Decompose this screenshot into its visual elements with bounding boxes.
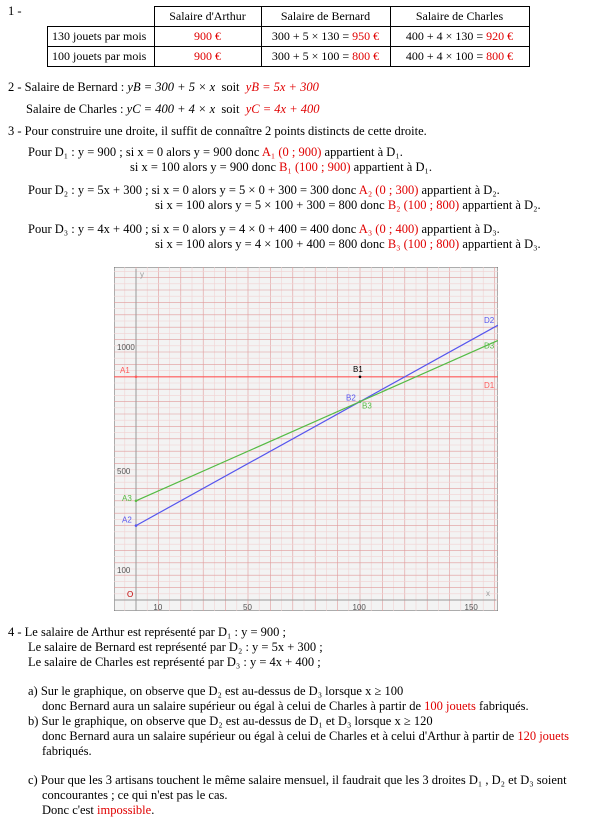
charles-calc: 400 + 4 × 100 = [405,49,487,63]
point-label-b3: B3 [362,401,372,411]
q4-a-line-1: a) Sur le graphique, on observe que D₂ est au-dessus de D₃ lorsque x ≥ 100 [28,684,404,698]
y-tick-label: 100 [117,566,131,576]
q2-line-charles [26,102,320,117]
bernard-value: 800 € [352,49,380,63]
y-tick-label: 500 [117,467,131,476]
q2-charles-result: yC = 4x + 400 [245,102,320,116]
header-arthur: Salaire d'Arthur [154,7,261,27]
q3-d3-line-a: Pour D₃ : y = 4x + 400 ; si x = 0 alors y = 4 × 0 + 400 = 400 donc A₃ (0 ; 400) appartient à D₃. [28,222,500,236]
q2-bernard-result: yB = 5x + 300 [245,80,319,94]
q3-d3-line-b: si x = 100 alors y = 4 × 100 + 400 = 800 donc B₃ (100 ; 800) appartient à D₃. [155,237,541,251]
point-b3 [359,400,362,403]
point-label-b1: B1 [353,364,363,374]
point-label-a3: A3 [122,493,132,503]
q4-b-line-3: fabriqués. [42,744,92,758]
point-a1 [135,376,138,379]
q2-bernard-label: 2 - Salaire de Bernard : [8,80,128,94]
q2-soit: soit [215,102,246,116]
q2-line-bernard [8,80,319,95]
point-label-a2: A2 [122,515,132,525]
q4-c-line-2: concourantes ; ce qui n'est pas le cas. [42,788,228,802]
charles-value: 800 € [486,49,514,63]
x-tick-label: 150 [464,603,478,611]
salary-table [47,6,530,67]
charles-cell [390,47,529,67]
arthur-value: 900 € [154,27,261,47]
header-charles: Salaire de Charles [390,7,529,27]
y-axis-label: y [140,270,144,279]
q3-d1-line-b: si x = 100 alors y = 900 donc B₁ (100 ; 900) appartient à D₁. [130,160,432,174]
x-tick-label: 100 [352,603,366,611]
q3-d2-line-b: si x = 100 alors y = 5 × 100 + 300 = 800 donc B₂ (100 ; 800) appartient à D₂. [155,198,541,212]
charles-calc: 400 + 4 × 130 = [405,29,487,43]
line-label-d2: D2 [484,316,495,326]
q1-number: 1 - [8,4,22,18]
point-label-a1: A1 [120,365,130,375]
table-row [48,47,530,67]
q4-b-line-1: b) Sur le graphique, on observe que D₂ est au-dessus de D₁ et D₃ lorsque x ≥ 120 [28,714,433,728]
line-label-d1: D1 [484,380,495,390]
q3-d1-line-a: Pour D₁ : y = 900 ; si x = 0 alors y = 900 donc A₁ (0 ; 900) appartient à D₁. [28,145,403,159]
q2-charles-formula: yC = 400 + 4 × x [126,102,216,116]
charles-cell [390,27,529,47]
line-label-d3: D3 [484,341,495,351]
table-row [48,27,530,47]
point-a3 [135,500,138,503]
bernard-calc: 300 + 5 × 130 = [271,29,353,43]
point-label-b2: B2 [346,393,356,403]
bernard-calc: 300 + 5 × 100 = [271,49,353,63]
empty-corner-cell [48,7,155,27]
bernard-cell [261,27,390,47]
q4-c-line-1: c) Pour que les 3 artisans touchent le même salaire mensuel, il faudrait que les 3 droites D₁ , D₂ et D₃ soient [28,773,567,787]
q4-c-line-3: Donc c'est impossible. [42,803,155,817]
header-bernard: Salaire de Bernard [261,7,390,27]
q4-b-line-2: donc Bernard aura un salaire supérieur ou égal à celui de Charles et à celui d'Arthur à partir de 120 jouets [42,729,570,743]
q3-d2-line-a: Pour D₂ : y = 5x + 300 ; si x = 0 alors y = 5 × 0 + 300 = 300 donc A₂ (0 ; 300) appartient à D₂. [28,183,500,197]
q2-bernard-formula: yB = 300 + 5 × x [127,80,216,94]
x-axis-label: x [486,589,490,598]
q3-intro: 3 - Pour construire une droite, il suffit de connaître 2 points distincts de cette droite. [8,124,427,138]
origin-label: O [127,590,134,599]
y-tick-label: 1000 [117,343,135,352]
q2-charles-label: Salaire de Charles : [26,102,127,116]
q2-soit: soit [215,80,246,94]
salary-graph [114,267,498,611]
x-tick-label: 10 [153,603,163,611]
q4-line-3: Le salaire de Charles est représenté par D₃ : y = 4x + 400 ; [28,655,321,669]
x-tick-label: 50 [243,603,252,611]
q4-a-line-2: donc Bernard aura un salaire supérieur ou égal à celui de Charles à partir de 100 jouets fabriqués. [42,699,529,713]
q4-line-2: Le salaire de Bernard est représenté par D₂ : y = 5x + 300 ; [28,640,323,654]
bernard-value: 950 € [352,29,380,43]
table-header-row [48,7,530,27]
row-label: 130 jouets par mois [48,27,155,47]
arthur-value: 900 € [154,47,261,67]
point-b1 [359,376,362,379]
bernard-cell [261,47,390,67]
point-a2 [135,524,138,527]
charles-value: 920 € [486,29,514,43]
row-label: 100 jouets par mois [48,47,155,67]
q4-line-1: 4 - Le salaire de Arthur est représenté par D₁ : y = 900 ; [8,625,286,639]
